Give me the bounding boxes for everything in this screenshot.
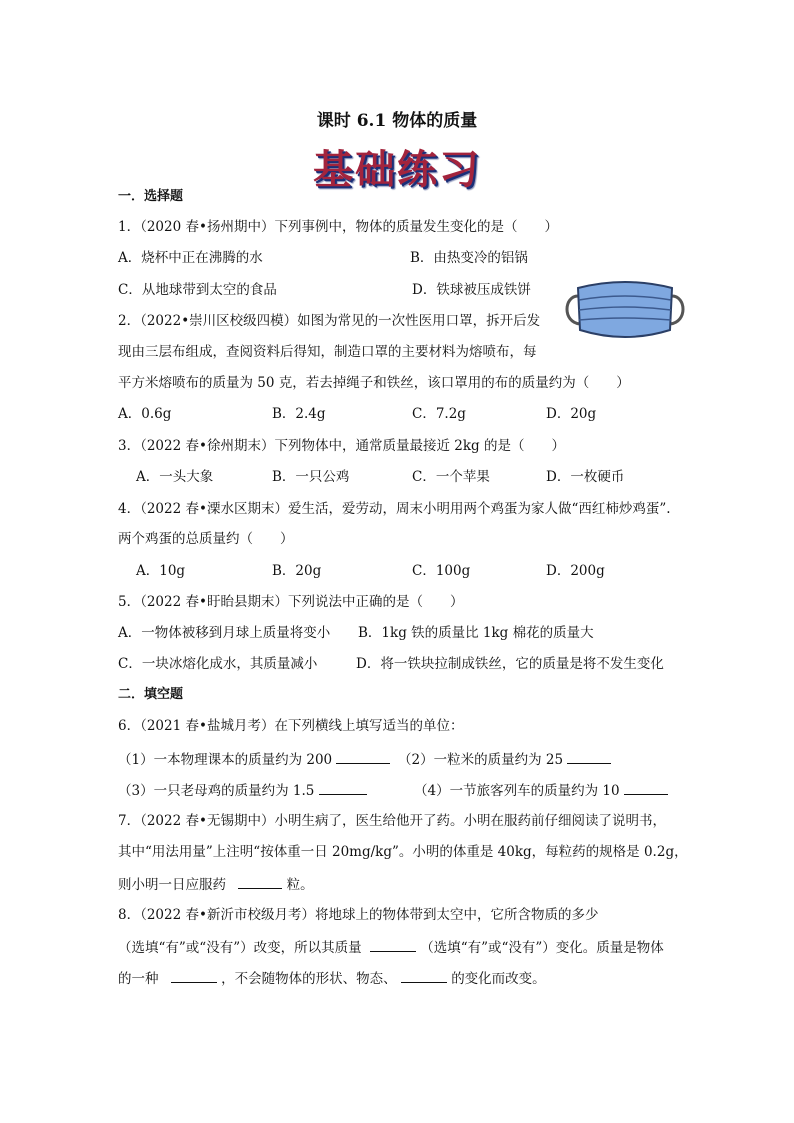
q6-part1-blank[interactable] — [336, 749, 390, 764]
page-title: 课时 6.1 物体的质量 — [316, 111, 478, 131]
q5-option-b: B．1kg 铁的质量比 1kg 棉花的质量大 — [358, 625, 594, 641]
q3-stem: 3．（2022 春•徐州期末）下列物体中，通常质量最接近 2kg 的是（ ） — [118, 438, 565, 454]
q7-line3-text-a: 则小明一日应服药 — [118, 877, 226, 893]
q6-part1-text: （1）一本物理课本的质量约为 200 — [118, 752, 333, 768]
q4-option-a: A．10g — [136, 563, 186, 579]
q8-blank-3[interactable] — [171, 968, 217, 983]
q3-option-b: B．一只公鸡 — [272, 469, 350, 485]
q8-line3-text-a: 的一种 — [118, 971, 159, 987]
q7-line3-text-b: 粒。 — [286, 877, 314, 893]
q6-part2 — [398, 749, 611, 769]
q1-option-d: D．铁球被压成铁饼 — [412, 282, 531, 298]
q6-part3-blank[interactable] — [319, 780, 367, 795]
q7-blank[interactable] — [238, 874, 282, 889]
banner-heading: 基础练习 — [313, 147, 481, 193]
surgical-mask-image — [560, 278, 690, 342]
q4-option-d: D．200g — [546, 563, 605, 579]
q3-option-d: D．一枚硬币 — [546, 469, 625, 485]
q8-stem-line1: 8．（2022 春•新沂市校级月考）将地球上的物体带到太空中，它所含物质的多少 — [118, 907, 599, 923]
q7-stem-line1: 7．（2022 春•无锡期中）小明生病了，医生给他开了药。小明在服药前仔细阅读了说明书， — [118, 813, 666, 829]
section-choice-heading: 一．选择题 — [118, 189, 184, 204]
q8-line2-text-b: （选填“有”或“没有”）变化。质量是物体 — [420, 940, 664, 956]
q3-option-c: C．一个苹果 — [412, 469, 490, 485]
q5-option-c: C．一块冰熔化成水，其质量减小 — [118, 656, 318, 672]
q8-line3-text-b: ，不会随物体的形状、物态、 — [221, 971, 397, 987]
q1-stem: 1．（2020 春•扬州期中）下列事例中，物体的质量发生变化的是（ ） — [118, 219, 558, 235]
q6-part2-blank[interactable] — [567, 749, 611, 764]
q8-blank-4[interactable] — [401, 968, 447, 983]
q6-part1 — [118, 749, 390, 769]
q8-stem-line3 — [118, 968, 546, 988]
q2-option-c: C．7.2g — [412, 406, 466, 422]
q2-option-d: D．20g — [546, 406, 597, 422]
q6-part3-text: （3）一只老母鸡的质量约为 1.5 — [118, 783, 315, 799]
q1-option-b: B．由热变冷的铝锅 — [410, 250, 528, 266]
q8-line3-text-c: 的变化而改变。 — [451, 971, 546, 987]
q7-stem-line2: 其中“用法用量”上注明“按体重一日 20mg/kg”。小明的体重是 40kg，每粒药的规格是 0.2g， — [118, 844, 688, 860]
q5-option-a: A．一物体被移到月球上质量将变小 — [118, 625, 331, 641]
q2-stem-line3: 平方米熔喷布的质量为 50 克，若去掉绳子和铁丝，该口罩用的布的质量约为（ ） — [118, 375, 630, 391]
q3-option-a: A．一头大象 — [136, 469, 214, 485]
q4-stem-line2: 两个鸡蛋的总质量约（ ） — [118, 531, 294, 547]
q2-option-b: B．2.4g — [272, 406, 326, 422]
q2-stem-line2: 现由三层布组成，查阅资料后得知，制造口罩的主要材料为熔喷布，每 — [118, 344, 537, 360]
section-fill-heading: 二．填空题 — [118, 687, 184, 702]
q7-stem-line3 — [118, 874, 314, 894]
q6-stem: 6．（2021 春•盐城月考）在下列横线上填写适当的单位： — [118, 718, 464, 734]
q8-line2-text-a: （选填“有”或“没有”）改变，所以其质量 — [118, 940, 362, 956]
q1-option-a: A．烧杯中正在沸腾的水 — [118, 250, 263, 266]
q1-option-c: C．从地球带到太空的食品 — [118, 282, 277, 298]
q2-stem-line1: 2．（2022•崇川区校级四模）如图为常见的一次性医用口罩，拆开后发 — [118, 313, 541, 329]
q8-blank-2[interactable] — [370, 937, 416, 952]
q6-part4-blank[interactable] — [624, 780, 668, 795]
q6-part3 — [118, 780, 367, 800]
q4-stem-line1: 4．（2022 春•溧水区期末）爱生活，爱劳动，周末小明用两个鸡蛋为家人做“西红柿炒鸡蛋”. — [118, 501, 671, 517]
q6-part4 — [414, 780, 668, 800]
q5-stem: 5．（2022 春•盱眙县期末）下列说法中正确的是（ ） — [118, 594, 464, 610]
q4-option-c: C．100g — [412, 563, 471, 579]
q6-part2-text: （2）一粒米的质量约为 25 — [398, 752, 564, 768]
q6-part4-text: （4）一节旅客列车的质量约为 10 — [414, 783, 620, 799]
q4-option-b: B．20g — [272, 563, 322, 579]
q5-option-d: D．将一铁块拉制成铁丝，它的质量是将不发生变化 — [356, 656, 664, 672]
q2-option-a: A．0.6g — [118, 406, 172, 422]
q8-stem-line2 — [118, 937, 664, 957]
